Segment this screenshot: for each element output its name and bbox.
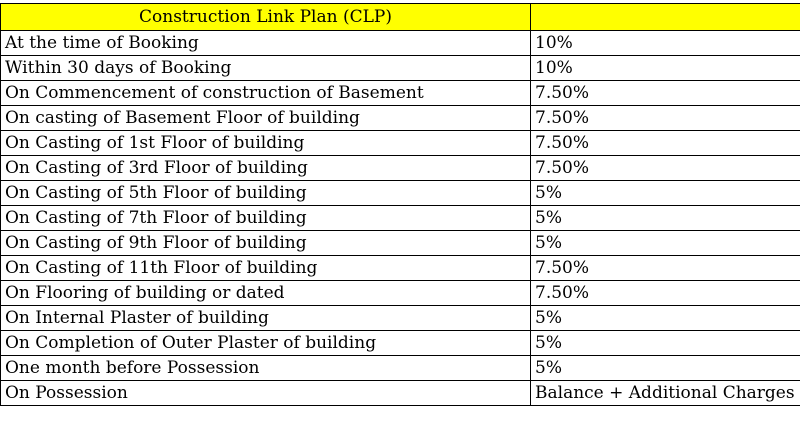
payment-amount-cell: 7.50%	[531, 131, 800, 156]
table-row	[1, 331, 800, 356]
payment-amount-cell: 10%	[531, 56, 800, 81]
payment-amount-cell: 7.50%	[531, 106, 800, 131]
payment-stage-cell: On Casting of 7th Floor of building	[1, 206, 531, 231]
table-row	[1, 306, 800, 331]
table-row	[1, 256, 800, 281]
payment-amount-cell: 7.50%	[531, 81, 800, 106]
payment-amount-cell: 5%	[531, 206, 800, 231]
payment-amount-cell: 5%	[531, 231, 800, 256]
payment-amount-cell: 10%	[531, 31, 800, 56]
table-title-spacer	[531, 4, 800, 31]
payment-stage-cell: On Completion of Outer Plaster of building	[1, 331, 531, 356]
payment-amount-cell: 5%	[531, 181, 800, 206]
table-title-cell	[1, 4, 531, 31]
table-row	[1, 381, 800, 406]
table-row	[1, 81, 800, 106]
table-header-row	[1, 4, 800, 31]
payment-amount-cell: 5%	[531, 356, 800, 381]
payment-stage-cell: On Casting of 9th Floor of building	[1, 231, 531, 256]
payment-stage-cell: On Flooring of building or dated	[1, 281, 531, 306]
payment-amount-cell: 5%	[531, 331, 800, 356]
payment-stage-cell: On Casting of 5th Floor of building	[1, 181, 531, 206]
table-row	[1, 56, 800, 81]
table-row	[1, 356, 800, 381]
payment-amount-cell: 5%	[531, 306, 800, 331]
payment-amount-cell: 7.50%	[531, 281, 800, 306]
payment-stage-cell: On Possession	[1, 381, 531, 406]
payment-stage-cell: One month before Possession	[1, 356, 531, 381]
payment-stage-cell: On Casting of 1st Floor of building	[1, 131, 531, 156]
table-row	[1, 131, 800, 156]
table-row	[1, 31, 800, 56]
payment-stage-cell: On Commencement of construction of Basement	[1, 81, 531, 106]
table-title: Construction Link Plan (CLP)	[139, 7, 392, 27]
payment-stage-cell: Within 30 days of Booking	[1, 56, 531, 81]
table-row	[1, 181, 800, 206]
payment-amount-cell: 7.50%	[531, 156, 800, 181]
table-row	[1, 156, 800, 181]
payment-stage-cell: On casting of Basement Floor of building	[1, 106, 531, 131]
payment-stage-cell: On Casting of 3rd Floor of building	[1, 156, 531, 181]
payment-stage-cell: On Casting of 11th Floor of building	[1, 256, 531, 281]
table-row	[1, 281, 800, 306]
payment-amount-cell: Balance + Additional Charges	[531, 381, 800, 406]
table-row	[1, 231, 800, 256]
table-row	[1, 206, 800, 231]
payment-amount-cell: 7.50%	[531, 256, 800, 281]
payment-stage-cell: On Internal Plaster of building	[1, 306, 531, 331]
payment-stage-cell: At the time of Booking	[1, 31, 531, 56]
table-row	[1, 106, 800, 131]
payment-plan-table	[0, 3, 800, 406]
